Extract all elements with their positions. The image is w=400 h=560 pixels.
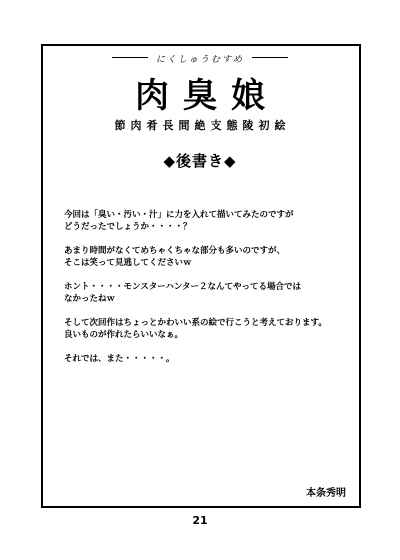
- author-signature: 本条秀明: [306, 488, 346, 499]
- main-title: 肉臭娘: [135, 76, 279, 116]
- ruby-line-right: [252, 57, 288, 58]
- paragraph: ホント・・・・モンスターハンター２なんてやってる場合では なかったねｗ: [64, 282, 301, 304]
- title-ruby: にくしゅうむすめ: [155, 55, 244, 65]
- afterword-body: [64, 209, 356, 377]
- paragraph: 今回は「臭い・汚い・汁」に力を入れて描いてみたのですが どうだったでしょうか・・・・？: [64, 210, 294, 232]
- paragraph: それでは、また・・・・・。: [64, 354, 175, 364]
- subtitle: 節肉肴長間絶支態陵初絵: [114, 119, 291, 132]
- paragraph: あまり時間がなくてめちゃくちゃな部分も多いのですが、 そこは笑って見逃してくださいｗ: [64, 246, 286, 268]
- page-number: 21: [192, 514, 208, 527]
- paragraph: そして次回作はちょっとかわいい系の絵で行こうと考えております。 良いものが作れたらいいなぁ。: [64, 318, 327, 340]
- section-title: ◆後書き◆: [163, 152, 237, 170]
